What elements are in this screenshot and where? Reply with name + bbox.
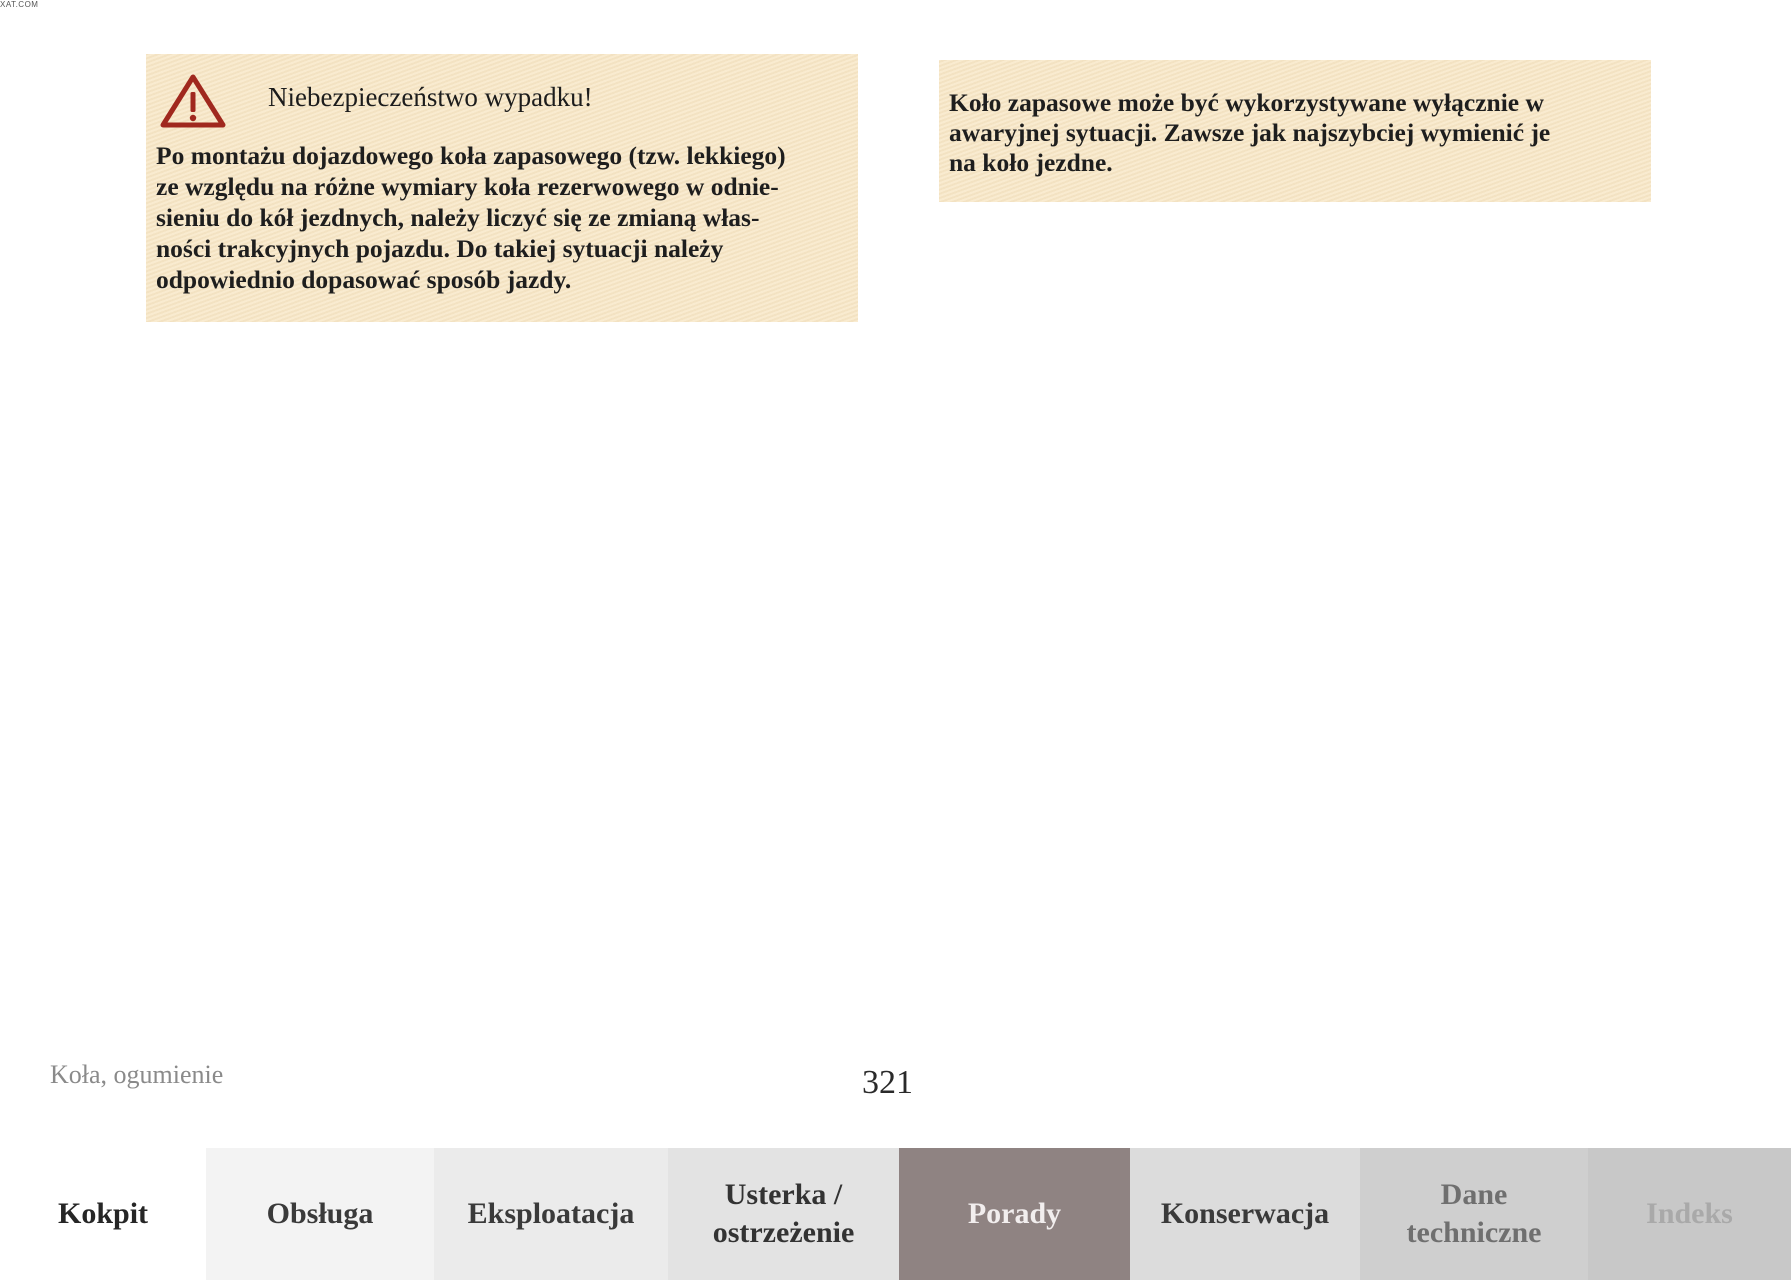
tab-usterka-ostrzezenie[interactable]: Usterka / ostrzeżenie	[668, 1148, 899, 1280]
tab-dane-techniczne[interactable]: Dane techniczne	[1360, 1148, 1588, 1280]
warning-triangle-icon	[160, 73, 226, 129]
warning-title: Niebezpieczeństwo wypadku!	[268, 81, 593, 112]
warning-box	[146, 54, 858, 322]
tab-porady-active[interactable]: Porady	[899, 1148, 1130, 1280]
tab-eksploatacja[interactable]: Eksploatacja	[434, 1148, 668, 1280]
tab-konserwacja[interactable]: Konserwacja	[1130, 1148, 1360, 1280]
page-number: 321	[862, 1064, 913, 1101]
info-text: Koło zapasowe może być wykorzystywane wyłącznie w awaryjnej sytuacji. Zawsze jak najszybciej wymienić je na koło jezdne.	[949, 88, 1551, 177]
warning-text: Po montażu dojazdowego koła zapasowego (tzw. lekkiego) ze względu na różne wymiary koła rezerwowego w odnie- sieniu do kół jezdnych, należy liczyć się ze zmianą włas- ności trakcyjnych pojazdu. Do takiej sytuacji należy odpowiednio dopasować sposób jazdy.	[156, 141, 786, 294]
tab-obsluga[interactable]: Obsługa	[206, 1148, 434, 1280]
tab-kokpit[interactable]: Kokpit	[0, 1148, 206, 1280]
section-name: Koła, ogumienie	[50, 1060, 224, 1089]
warning-header	[156, 70, 848, 132]
corner-watermark: XAT.COM	[0, 0, 39, 9]
info-box	[939, 60, 1651, 202]
chapter-nav-bar	[0, 1148, 1791, 1280]
tab-indeks[interactable]: Indeks	[1588, 1148, 1791, 1280]
